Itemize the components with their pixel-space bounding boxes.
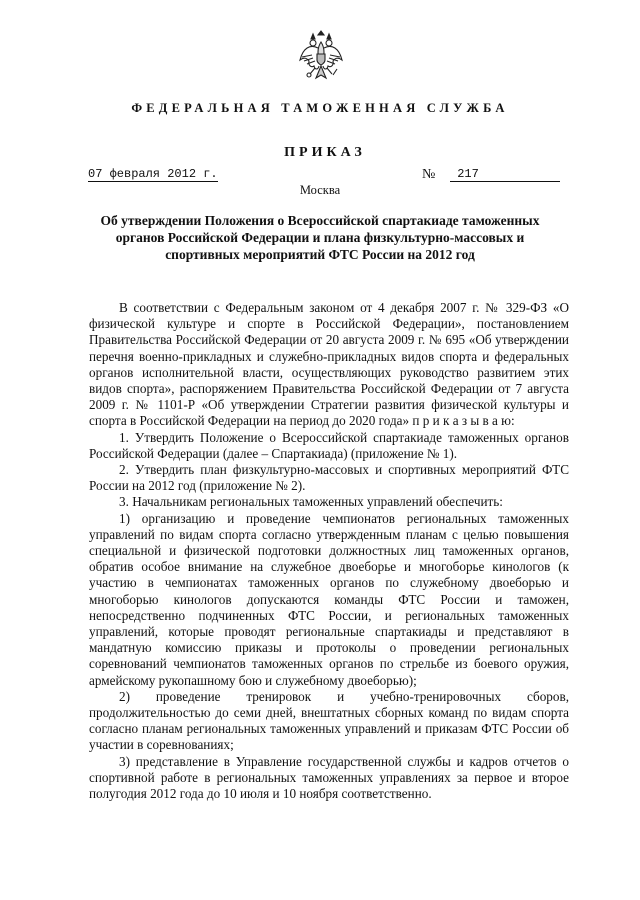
number-sign: № [422,167,436,182]
subitem-3: 3) представление в Управление государственной службы и кадров отчетов о спортивной работе в региональных таможенных управлениях за первое и второе полугодия 2012 года до 10 июля и 10 ноября соответственно. [89,753,569,802]
document-type: ПРИКАЗ [284,145,366,160]
city: Москва [299,183,341,197]
document-number [450,168,560,182]
order-item-3: 3. Начальникам региональных таможенных управлений обеспечить: [119,494,503,510]
agency-name: ФЕДЕРАЛЬНАЯ ТАМОЖЕННАЯ СЛУЖБА [131,101,509,115]
coat-of-arms-icon [298,30,344,88]
subitem-1: 1) организацию и проведение чемпионатов региональных таможенных управлений по видам спорта согласно утвержденным планам с целью повышения специальной и физической подготовки должностных лиц таможенных органов, обратив особое внимание на служебное двоеборье и многоборье кинологов (к участию в чемпионатах таможенных органов по служебному двоеборью и многоборью кинологов допускаются команды ФТС России и таможен, непосредственно подчиненных ФТС России, и региональных таможенных управлений, которые проводят региональные спартакиады и представляют в мандатную комиссию приказы и протоколы о проведении региональных соревнований чемпионатов таможенных органов по стрельбе из боевого оружия, армейскому рукопашному бою и служебному двоеборью); [89,510,569,688]
subitem-2: 2) проведение тренировок и учебно-тренировочных сборов, продолжительностью до семи дней, внештатных сборных команд по видам спорта согласно планам региональных таможенных управлений и приказам ФТС России об участии в соревнованиях; [89,688,569,753]
document-title: Об утверждении Положения о Всероссийской спартакиаде таможенных органов Российской Федерации и плана физкультурно-массовых и спортивных мероприятий ФТС России на 2012 год [100,213,540,262]
document-date: 07 февраля 2012 г. [88,167,218,181]
document-body [89,300,569,802]
order-item-1: 1. Утвердить Положение о Всероссийской спартакиаде таможенных органов Российской Федерации (далее – Спартакиада) (приложение № 1). [89,429,569,461]
document-number-value: 217 [457,167,479,181]
order-item-2: 2. Утвердить план физкультурно-массовых и спортивных мероприятий ФТС России на 2012 год (приложение № 2). [89,462,569,494]
preamble-paragraph: В соответствии с Федеральным законом от 4 декабря 2007 г. № 329-ФЗ «О физической культуре и спорте в Российской Федерации», постановлением Правительства Российской Федерации от 20 августа 2009 г. № 695 «Об утверждении перечня военно-прикладных и служебно-прикладных видов спорта и федеральных органов исполнительной власти, осуществляющих руководство развитием этих видов спорта», распоряжением Правительства Российской Федерации от 7 августа 2009 г. № 1101-Р «Об утверждении Стратегии развития физической культуры и спорта в Российской Федерации на период до 2020 года» п р и к а з ы в а ю: [89,300,569,429]
